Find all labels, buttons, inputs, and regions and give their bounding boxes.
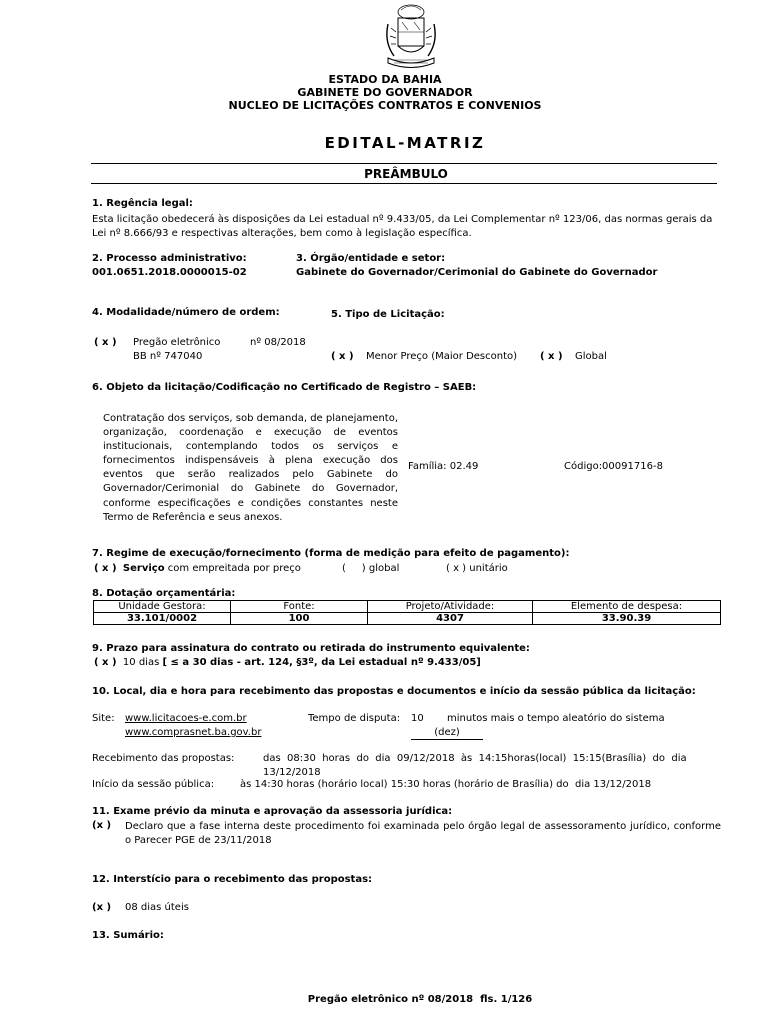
header-department: NUCLEO DE LICITAÇÕES CONTRATOS E CONVENIOS [228, 99, 542, 112]
s5-title: 5. Tipo de Licitação: [331, 309, 445, 320]
s7-option-unitario: ( x ) unitário [446, 563, 508, 574]
s7-checkbox: ( x ) [94, 563, 117, 574]
state-coat-of-arms-seal [384, 2, 438, 70]
table-header-cell: Unidade Gestora: [94, 601, 231, 613]
s11-checkbox: (x ) [92, 820, 112, 831]
table-header-cell: Projeto/Atividade: [368, 601, 533, 613]
s6-title: 6. Objeto da licitação/Codificação no Certificado de Registro – SAEB: [92, 382, 477, 393]
site-link-licitacoes[interactable]: www.licitacoes-e.com.br [125, 713, 247, 724]
s9-title: 9. Prazo para assinatura do contrato ou retirada do instrumento equivalente: [92, 643, 530, 654]
s1-title: 1. Regência legal: [92, 198, 193, 209]
s4-bb-number: BB nº 747040 [133, 351, 203, 362]
s10-inicio-text: às 14:30 horas (horário local) 15:30 horas (horário de Brasília) do dia 13/12/2018 [240, 779, 652, 790]
s6-object-text: Contratação dos serviços, sob demanda, de planejamento, organização, coordenação e execução de eventos institucionais, contemplando todos os serviços e fornecimentos indispensáveis à plena execução dos eventos que serão realizados pelo Gabinete do Governador/Cerimonial do Gabinete do Governador, conforme especificações e condições constantes neste Termo de Referência e seus anexos. [103, 413, 398, 523]
s3-value: Gabinete do Governador/Cerimonial do Gabinete do Governador [296, 267, 658, 278]
header-office: GABINETE DO GOVERNADOR [297, 86, 473, 99]
s5-checkbox-menor-preco: ( x ) [331, 351, 354, 362]
s10-tempo-rest: minutos mais o tempo aleatório do sistema [447, 713, 665, 724]
s4-numero: nº 08/2018 [250, 337, 306, 348]
s9-checkbox: ( x ) [94, 657, 117, 668]
s10-recebimento-label: Recebimento das propostas: [92, 753, 235, 764]
header-state: ESTADO DA BAHIA [328, 73, 442, 86]
s12-checkbox: (x ) [92, 902, 112, 913]
s10-recebimento-date: 13/12/2018 [263, 767, 321, 778]
table-cell: 100 [231, 613, 368, 625]
s10-tempo-value: 10 [411, 713, 424, 724]
table-header-cell: Elemento de despesa: [533, 601, 721, 613]
page-footer: Pregão eletrônico nº 08/2018 fls. 1/126 [307, 994, 533, 1005]
document-title: EDITAL-MATRIZ [324, 134, 486, 152]
s6-codigo: Código:00091716-8 [564, 461, 663, 472]
section-rule-top [91, 163, 717, 164]
s12-text: 08 dias úteis [125, 902, 189, 913]
site-link-comprasnet[interactable]: www.comprasnet.ba.gov.br [125, 727, 262, 738]
s2-title: 2. Processo administrativo: [92, 253, 247, 264]
s7-title: 7. Regime de execução/fornecimento (forma de medição para efeito de pagamento): [92, 548, 570, 559]
s8-budget-table [93, 600, 721, 625]
s9-dias: 10 dias [122, 657, 160, 668]
s9-prazo-line [94, 657, 481, 668]
s10-site-label: Site: [92, 713, 115, 724]
s13-title: 13. Sumário: [92, 930, 164, 941]
table-header-row [94, 601, 721, 613]
s11-title: 11. Exame prévio da minuta e aprovação da assessoria jurídica: [92, 806, 453, 817]
s4-checkbox: ( x ) [94, 337, 117, 348]
s4-modalidade: Pregão eletrônico [133, 337, 221, 348]
s1-text: Esta licitação obedecerá às disposições da Lei estadual nº 9.433/05, da Lei Complementar nº 123/06, das normas gerais da Lei nº 8.666/93 e respectivas alterações, bem como à legislação específica. [92, 214, 713, 239]
s10-recebimento-text: das 08:30 horas do dia 09/12/2018 às 14:15horas(local) 15:15(Brasília) do dia [263, 753, 687, 764]
s5-option-global: Global [575, 351, 607, 362]
s10-tempo-label: Tempo de disputa: [308, 713, 401, 724]
s7-rest: com empreitada por preço [167, 563, 301, 574]
s2-value: 001.0651.2018.0000015-02 [92, 267, 247, 278]
section-rule-bottom [91, 183, 717, 184]
section-title: PREÂMBULO [364, 167, 448, 181]
s10-title: 10. Local, dia e hora para recebimento das propostas e documentos e início da sessão pública da licitação: [92, 686, 696, 697]
s3-title: 3. Órgão/entidade e setor: [296, 253, 446, 264]
s5-checkbox-global: ( x ) [540, 351, 563, 362]
s12-title: 12. Interstício para o recebimento das propostas: [92, 874, 373, 885]
s7-option-global: ( ) global [342, 563, 400, 574]
table-header-cell: Fonte: [231, 601, 368, 613]
s5-option-menor-preco: Menor Preço (Maior Desconto) [366, 351, 518, 362]
s10-tempo-extenso: (dez) [411, 727, 483, 740]
table-cell: 33.101/0002 [94, 613, 231, 625]
s4-title: 4. Modalidade/número de ordem: [92, 307, 280, 318]
s11-text: Declaro que a fase interna deste procedimento foi examinada pelo órgão legal de assessoramento jurídico, conforme o Parecer PGE de 23/11/2018 [125, 821, 721, 846]
s8-title: 8. Dotação orçamentária: [92, 588, 236, 599]
s6-familia: Família: 02.49 [408, 461, 479, 472]
s9-rule: [ ≤ a 30 dias - art. 124, §3º, da Lei estadual nº 9.433/05] [162, 657, 481, 668]
s10-inicio-label: Início da sessão pública: [92, 779, 215, 790]
s7-servico: Serviço [122, 563, 165, 574]
table-cell: 4307 [368, 613, 533, 625]
table-cell: 33.90.39 [533, 613, 721, 625]
table-row [94, 613, 721, 625]
s7-regime-line [94, 563, 301, 574]
